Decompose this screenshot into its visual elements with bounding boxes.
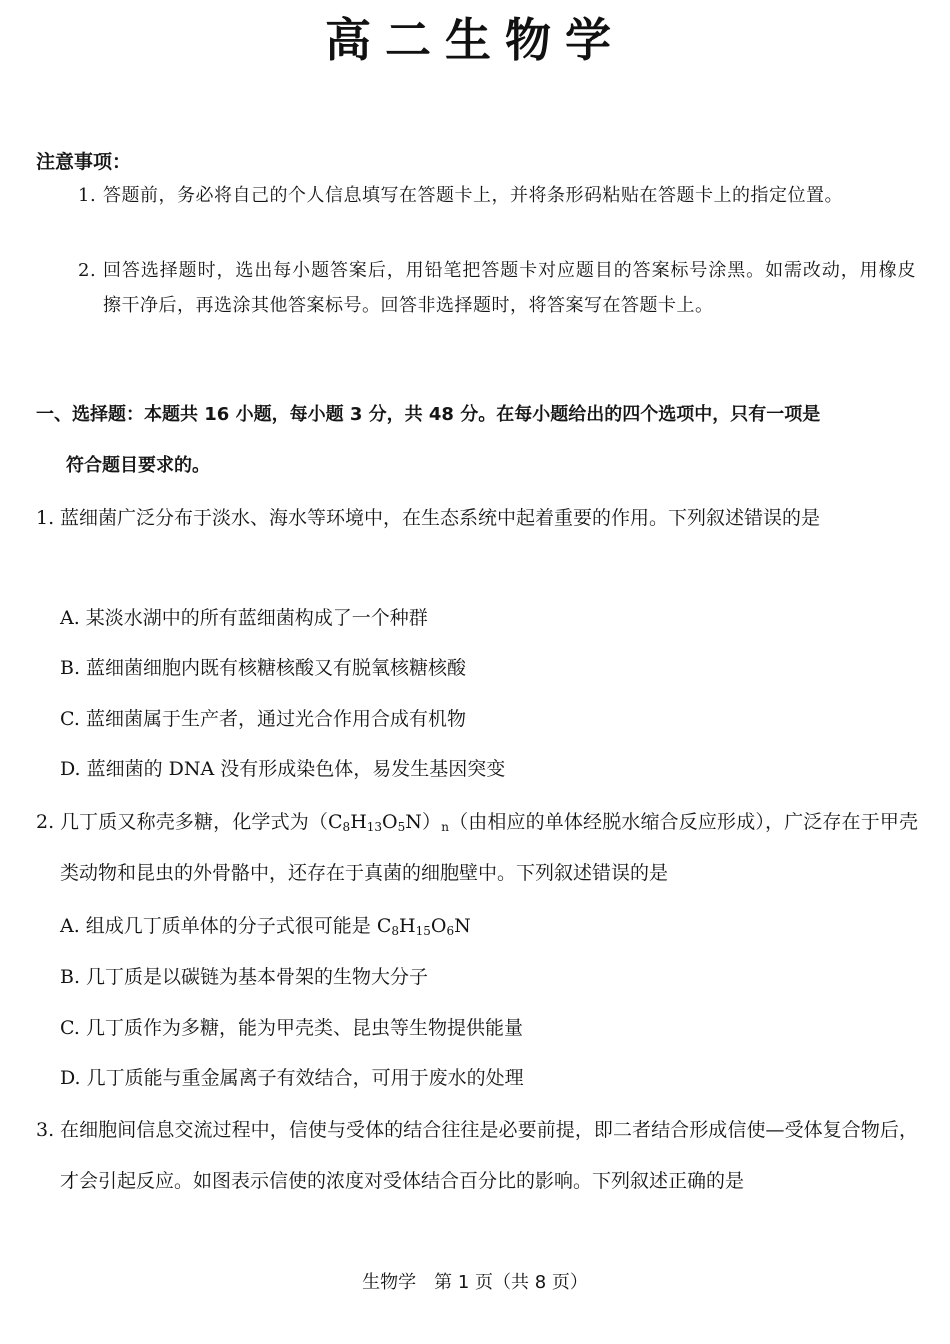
- question-number: 1.: [36, 507, 55, 529]
- question-1-option-b: B. 蓝细菌细胞内既有核糖核酸又有脱氧核糖核酸: [60, 657, 467, 679]
- chemical-formula: $C_8H_{15}O_6N$: [376, 915, 471, 938]
- question-2-option-d: D. 几丁质能与重金属离子有效结合，可用于废水的处理: [60, 1067, 524, 1089]
- question-text: 在细胞间信息交流过程中，信使与受体的结合往往是必要前提，即二者结合形成信使—受体复合物后，才会引起反应。如图表示信使的浓度对受体结合百分比的影响。下列叙述正确的是: [60, 1119, 918, 1192]
- question-text: 几丁质又称壳多糖，化学式为$(C_8H_{13}O_5N)_n$（由相应的单体经脱水缩合反应形成），广泛存在于甲壳类动物和昆虫的外骨骼中，还存在于真菌的细胞壁中。下列叙述错误的是: [60, 811, 918, 884]
- notice-heading: 注意事项：: [36, 151, 132, 173]
- question-text: 蓝细菌广泛分布于淡水、海水等环境中，在生态系统中起着重要的作用。下列叙述错误的是: [60, 507, 821, 529]
- question-number: 2.: [36, 811, 55, 833]
- section-heading-line: 符合题目要求的。: [66, 455, 210, 476]
- question-1-stem: [36, 493, 918, 544]
- notice-item-text: 回答选择题时，选出每小题答案后，用铅笔把答题卡对应题目的答案标号涂黑。如需改动，用橡皮擦干净后，再选涂其他答案标号。回答非选择题时，将答案写在答题卡上。: [103, 260, 916, 316]
- section-heading-line: 一、选择题：本题共 16 小题，每小题 3 分，共 48 分。在每小题给出的四个选项中，只有一项是: [36, 404, 821, 425]
- notice-item-number: 2.: [78, 260, 97, 281]
- question-1-option-d: D. 蓝细菌的 DNA 没有形成染色体，易发生基因突变: [60, 758, 506, 780]
- chemical-formula: $C_8H_{13}O_5N)_n$: [328, 811, 449, 834]
- notice-item: [78, 253, 916, 323]
- notice-item-number: 1.: [78, 185, 97, 206]
- notice-item: [78, 178, 916, 213]
- question-3-stem: [36, 1105, 918, 1207]
- question-1-option-a: A. 某淡水湖中的所有蓝细菌构成了一个种群: [60, 607, 428, 629]
- question-2-option-a: A. 组成几丁质单体的分子式很可能是 $C_8H_{15}O_6N$: [60, 915, 471, 938]
- question-number: 3.: [36, 1119, 55, 1141]
- question-2-option-c: C. 几丁质作为多糖，能为甲壳类、昆虫等生物提供能量: [60, 1017, 523, 1039]
- question-2-stem: [36, 797, 918, 899]
- notice-item-text: 答题前，务必将自己的个人信息填写在答题卡上，并将条形码粘贴在答题卡上的指定位置。: [103, 185, 843, 206]
- question-2-option-b: B. 几丁质是以碳链为基本骨架的生物大分子: [60, 966, 429, 988]
- question-1-option-c: C. 蓝细菌属于生产者，通过光合作用合成有机物: [60, 708, 466, 730]
- section-heading: [36, 389, 918, 491]
- page-footer: 生物学 第 1 页（共 8 页）: [362, 1272, 588, 1293]
- page-title: 高二生物学: [325, 13, 625, 67]
